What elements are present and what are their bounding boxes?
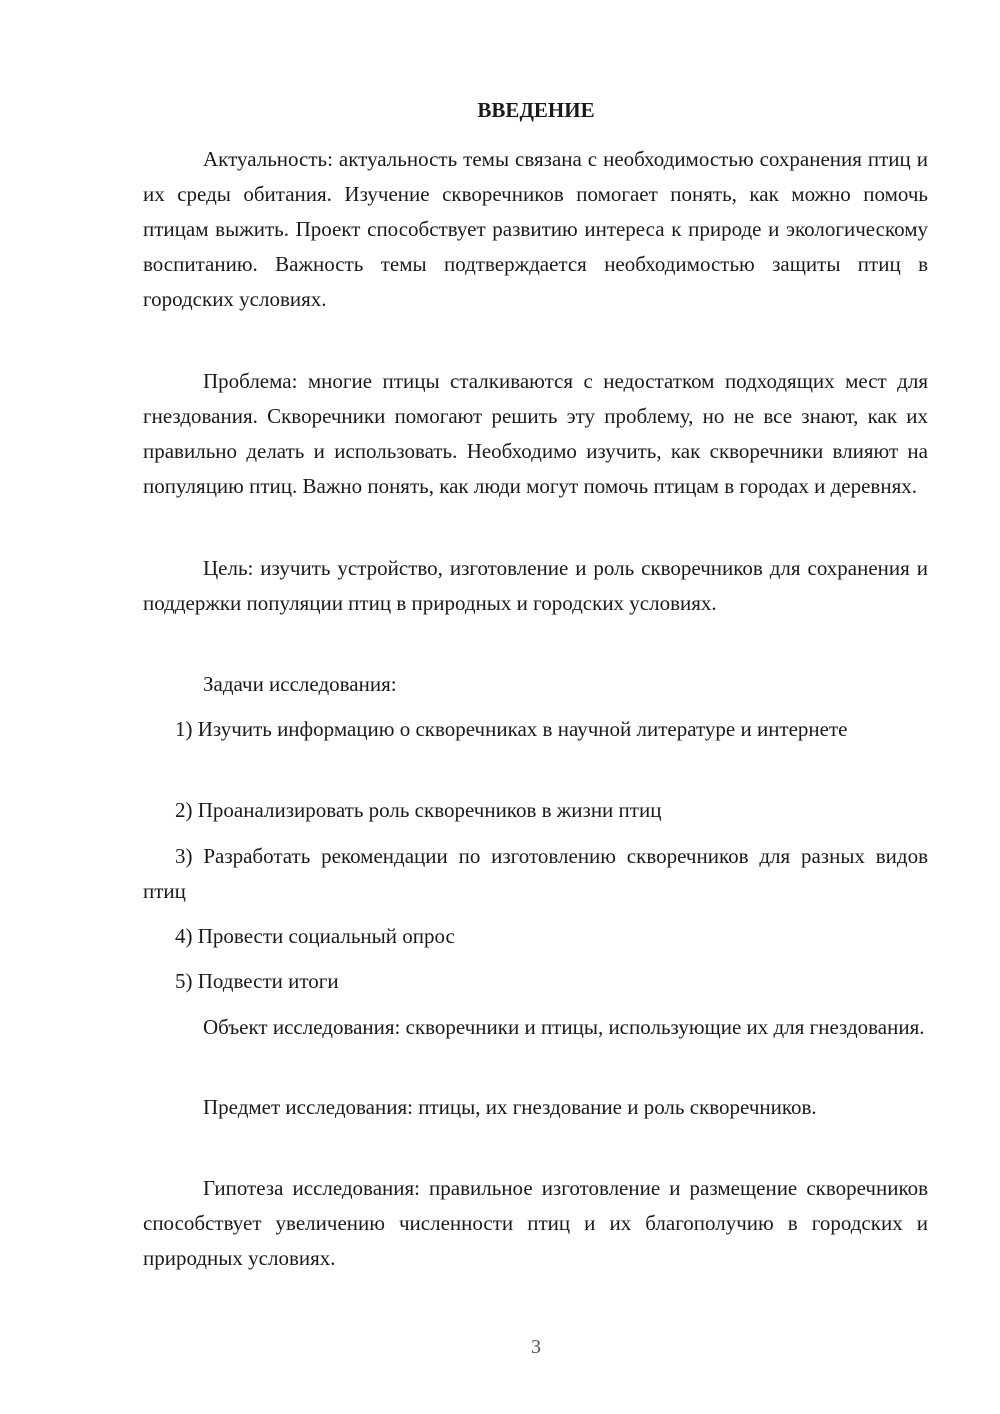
list-item-task-2: 2) Проанализировать роль скворечников в жизни птиц xyxy=(175,798,662,822)
page-title: ВВЕДЕНИЕ xyxy=(477,98,595,122)
page-number: 3 xyxy=(531,1336,541,1358)
paragraph-goal: Цель: изучить устройство, изготовление и роль скворечников для сохранения и поддержки популяции птиц в природных и городских условиях. xyxy=(143,556,928,615)
paragraph-problem: Проблема: многие птицы сталкиваются с недостатком подходящих мест для гнездования. Скворечники помогают решить эту проблему, но не все знают, как их правильно делать и использовать. Необходимо изучить, как скворечники влияют на популяцию птиц. Важно понять, как люди могут помочь птицам в городах и деревнях. xyxy=(143,369,928,498)
paragraph-subject: Предмет исследования: птицы, их гнездование и роль скворечников. xyxy=(203,1095,817,1119)
list-item-task-3: 3) Разработать рекомендации по изготовлению скворечников для разных видов птиц xyxy=(143,844,928,903)
paragraph-object: Объект исследования: скворечники и птицы, использующие их для гнездования. xyxy=(203,1015,925,1039)
list-item-task-5: 5) Подвести итоги xyxy=(175,969,339,993)
paragraph-relevance: Актуальность: актуальность темы связана с необходимостью сохранения птиц и их среды обитания. Изучение скворечников помогает понять, как можно помочь птицам выжить. Проект способствует развитию интереса к природе и экологическому воспитанию. Важность темы подтверждается необходимостью защиты птиц в городских условиях. xyxy=(143,147,928,311)
paragraph-hypothesis: Гипотеза исследования: правильное изготовление и размещение скворечников способствует увеличению численности птиц и их благополучию в городских и природных условиях. xyxy=(143,1176,928,1270)
paragraph-tasks-heading: Задачи исследования: xyxy=(203,672,397,696)
list-item-task-4: 4) Провести социальный опрос xyxy=(175,924,455,948)
list-item-task-1: 1) Изучить информацию о скворечниках в научной литературе и интернете xyxy=(175,717,848,741)
